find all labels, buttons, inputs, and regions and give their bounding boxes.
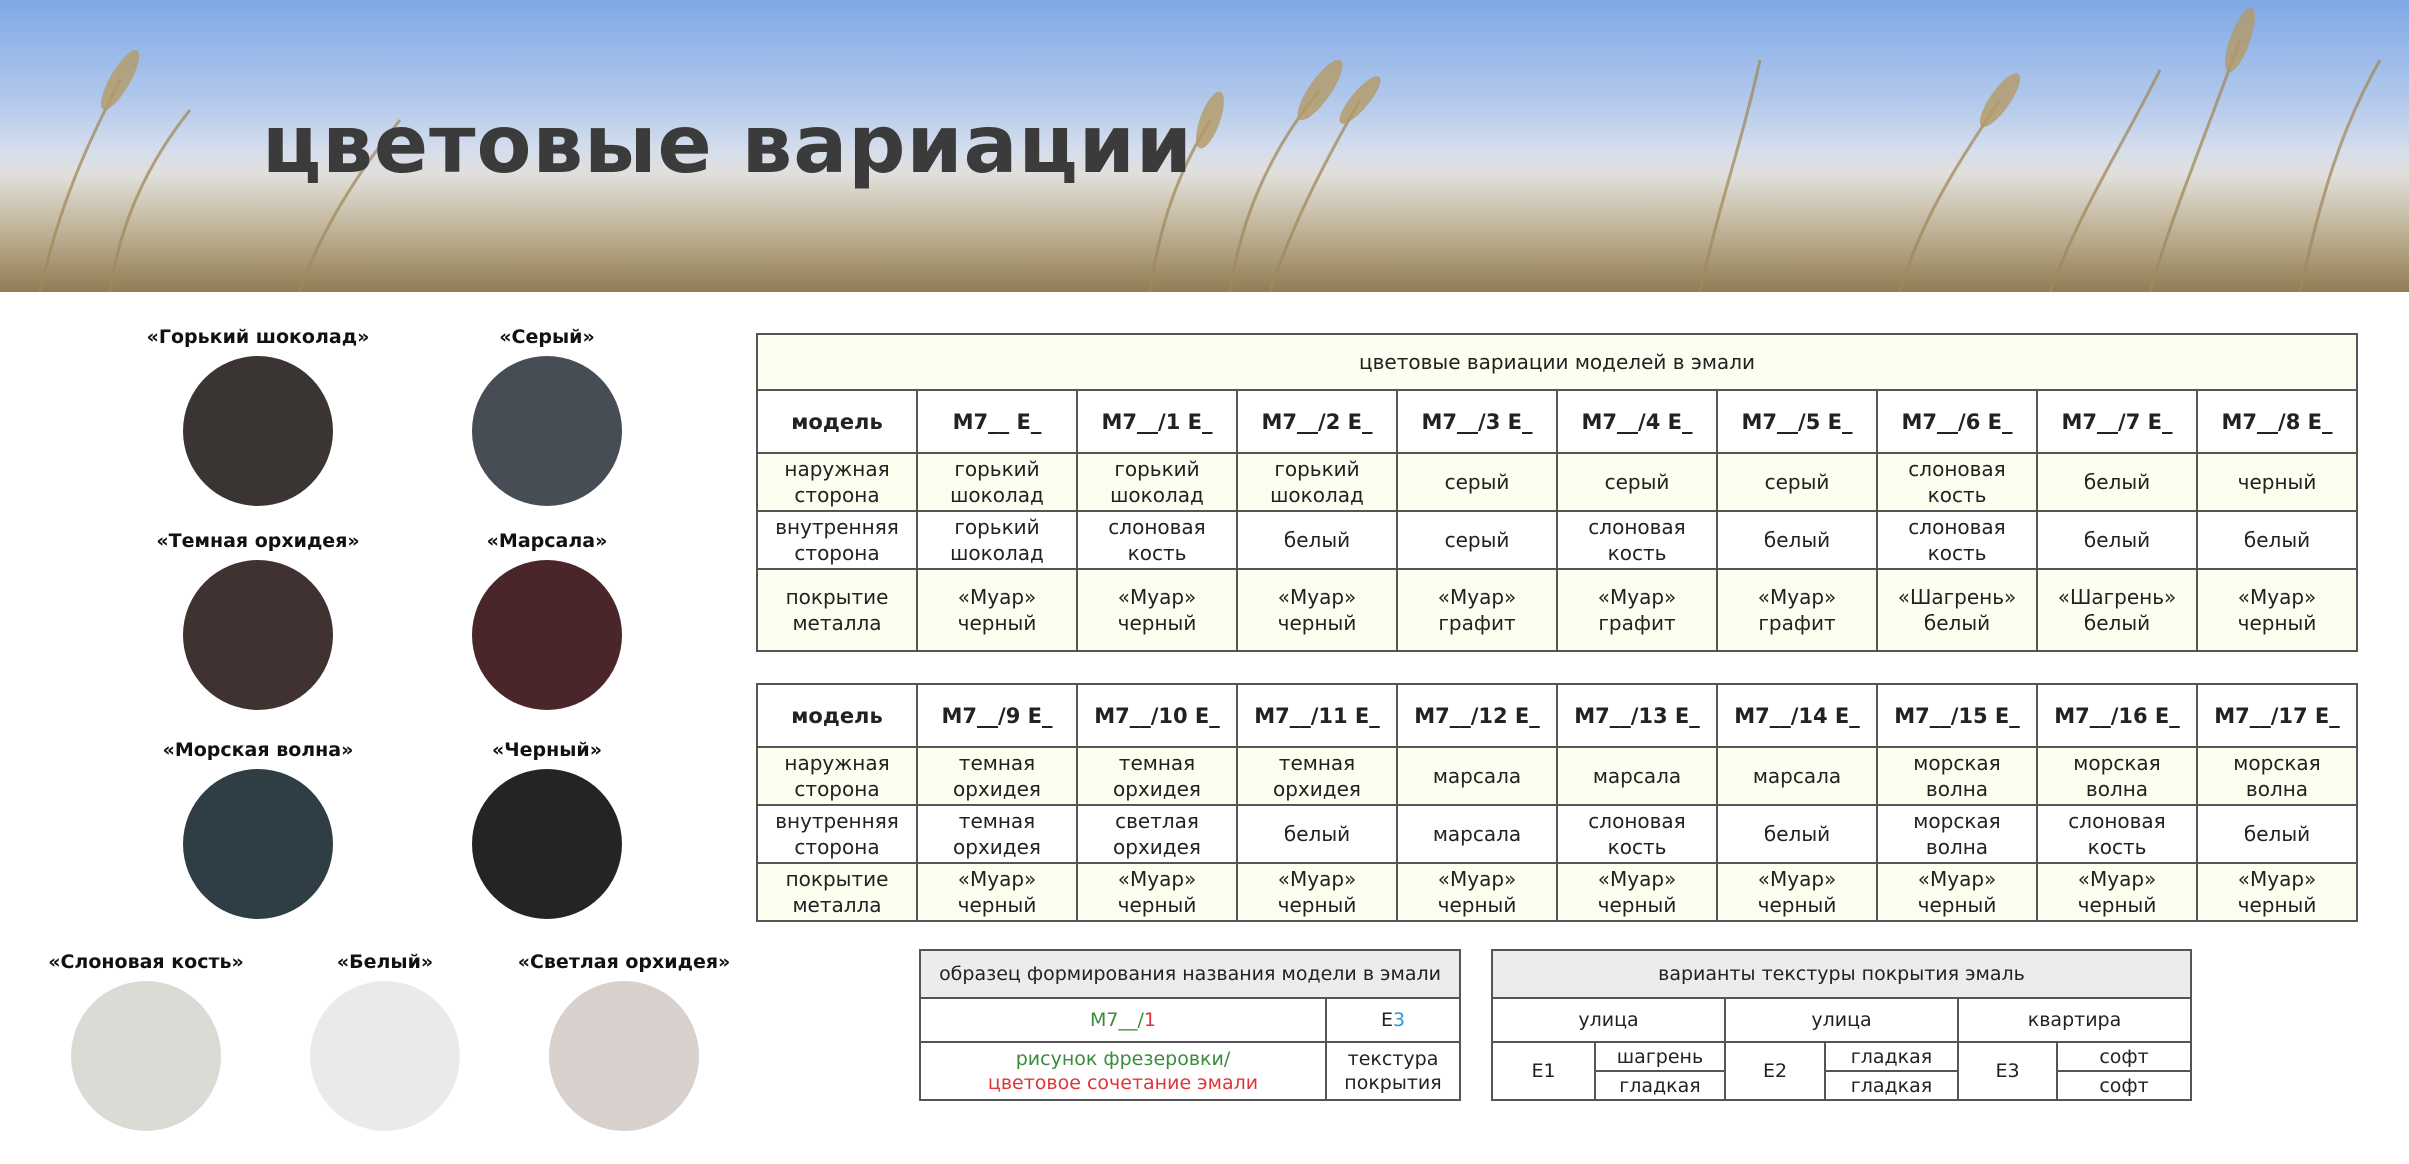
table-cell: «Шагрень» белый <box>2037 569 2197 651</box>
table-cell: слоновая кость <box>1557 511 1717 569</box>
table-cell: «Муар» черный <box>1397 863 1557 921</box>
model-code: M7__/7 E_ <box>2037 390 2197 453</box>
model-code: M7__/17 E_ <box>2197 684 2357 747</box>
table-cell: «Муар» черный <box>917 569 1077 651</box>
table-cell: марсала <box>1717 747 1877 805</box>
table-cell: марсала <box>1557 747 1717 805</box>
swatch-label: «Светлая орхидея» <box>517 951 731 973</box>
table-cell: слоновая кость <box>1877 511 2037 569</box>
table-cell: серый <box>1557 453 1717 511</box>
color-circle <box>183 769 333 919</box>
table-cell: морская волна <box>1877 805 2037 863</box>
table-cell: «Муар» черный <box>1717 863 1877 921</box>
swatch-label: «Белый» <box>336 951 434 973</box>
color-circle <box>472 560 622 710</box>
table-cell: белый <box>2197 805 2357 863</box>
swatch-label: «Марсала» <box>486 530 608 552</box>
table-cell: горький шоколад <box>1077 453 1237 511</box>
model-code: M7__/2 E_ <box>1237 390 1397 453</box>
model-code: M7__/1 E_ <box>1077 390 1237 453</box>
table-cell: белый <box>1237 805 1397 863</box>
milling-pattern-label: рисунок фрезеровки/ <box>1015 1048 1231 1070</box>
swatch-white <box>265 949 505 1131</box>
texture-place: улица <box>1725 998 1958 1042</box>
color-circle <box>71 981 221 1131</box>
swatch-label: «Горький шоколад» <box>146 326 370 348</box>
table-cell: «Муар» черный <box>1557 863 1717 921</box>
model-code: M7__/15 E_ <box>1877 684 2037 747</box>
table-cell: белый <box>2037 453 2197 511</box>
texture-option: гладкая <box>1825 1042 1958 1071</box>
row-header-inner-side: внутренняя сторона <box>757 805 917 863</box>
table-cell: морская волна <box>2197 747 2357 805</box>
table-cell: слоновая кость <box>1557 805 1717 863</box>
table-cell: темная орхидея <box>1237 747 1397 805</box>
swatch-sea-wave <box>138 737 378 919</box>
table-cell: «Муар» черный <box>1237 569 1397 651</box>
naming-code-cell <box>920 998 1326 1042</box>
color-variations-table-1 <box>756 333 2358 652</box>
naming-caption: образец формирования названия модели в эмали <box>920 950 1460 998</box>
color-circle <box>549 981 699 1131</box>
model-code: M7__/9 E_ <box>917 684 1077 747</box>
table-cell: серый <box>1397 511 1557 569</box>
model-code: M7__/3 E_ <box>1397 390 1557 453</box>
swatch-grey <box>427 324 667 506</box>
table-cell: «Муар» графит <box>1397 569 1557 651</box>
texture-option: гладкая <box>1825 1071 1958 1100</box>
table-cell: слоновая кость <box>1877 453 2037 511</box>
color-combination-label: цветовое сочетание эмали <box>987 1072 1259 1094</box>
row-header-inner-side: внутренняя сторона <box>757 511 917 569</box>
texture-code: E1 <box>1492 1042 1595 1100</box>
code-milling-part: M7__/ <box>1090 1009 1144 1031</box>
swatch-label: «Слоновая кость» <box>48 951 244 973</box>
table-cell: марсала <box>1397 805 1557 863</box>
table-cell: темная орхидея <box>917 747 1077 805</box>
table-cell: «Муар» графит <box>1557 569 1717 651</box>
table-cell: морская волна <box>1877 747 2037 805</box>
table-cell: «Шагрень» белый <box>1877 569 2037 651</box>
row-header-model: модель <box>757 390 917 453</box>
table-cell: светлая орхидея <box>1077 805 1237 863</box>
table-cell: «Муар» черный <box>1077 863 1237 921</box>
swatch-label: «Темная орхидея» <box>156 530 360 552</box>
table-cell: серый <box>1717 453 1877 511</box>
texture-options-table <box>1491 949 2192 1101</box>
suffix-letter: E <box>1380 1009 1393 1031</box>
table-cell: белый <box>2197 511 2357 569</box>
swatch-black <box>427 737 667 919</box>
texture-option: гладкая <box>1595 1071 1725 1100</box>
table-cell: горький шоколад <box>917 511 1077 569</box>
table-cell: «Муар» черный <box>2197 569 2357 651</box>
swatch-dark-orchid <box>138 528 378 710</box>
table-cell: «Муар» черный <box>1077 569 1237 651</box>
table-cell: слоновая кость <box>1077 511 1237 569</box>
color-variations-table-2 <box>756 683 2358 922</box>
color-circle <box>472 356 622 506</box>
swatch-bitter-chocolate <box>138 324 378 506</box>
header-banner <box>0 0 2409 292</box>
texture-code: E2 <box>1725 1042 1825 1100</box>
model-code: M7__ E_ <box>917 390 1077 453</box>
color-circle <box>183 356 333 506</box>
swatch-marsala <box>427 528 667 710</box>
color-circle <box>310 981 460 1131</box>
row-header-outer-side: наружная сторона <box>757 747 917 805</box>
texture-option: софт <box>2057 1071 2191 1100</box>
texture-option: софт <box>2057 1042 2191 1071</box>
model-code: M7__/11 E_ <box>1237 684 1397 747</box>
model-code: M7__/10 E_ <box>1077 684 1237 747</box>
table-cell: «Муар» черный <box>1237 863 1397 921</box>
swatch-light-orchid <box>504 949 744 1131</box>
texture-option: шагрень <box>1595 1042 1725 1071</box>
model-code: M7__/14 E_ <box>1717 684 1877 747</box>
table-cell: «Муар» черный <box>2037 863 2197 921</box>
texture-place: квартира <box>1958 998 2191 1042</box>
model-code: M7__/5 E_ <box>1717 390 1877 453</box>
table-cell: черный <box>2197 453 2357 511</box>
model-code: M7__/13 E_ <box>1557 684 1717 747</box>
table-caption: цветовые вариации моделей в эмали <box>757 334 2357 390</box>
row-header-model: модель <box>757 684 917 747</box>
table-cell: «Муар» черный <box>917 863 1077 921</box>
texture-caption: варианты текстуры покрытия эмаль <box>1492 950 2191 998</box>
model-code: M7__/12 E_ <box>1397 684 1557 747</box>
model-code: M7__/8 E_ <box>2197 390 2357 453</box>
model-code: M7__/4 E_ <box>1557 390 1717 453</box>
code-color-part: 1 <box>1143 1009 1156 1031</box>
color-circle <box>472 769 622 919</box>
row-header-outer-side: наружная сторона <box>757 453 917 511</box>
model-naming-example-table <box>919 949 1461 1101</box>
naming-description-cell <box>920 1042 1326 1100</box>
table-cell: горький шоколад <box>1237 453 1397 511</box>
color-circle <box>183 560 333 710</box>
table-cell: слоновая кость <box>2037 805 2197 863</box>
table-cell: марсала <box>1397 747 1557 805</box>
page-title: цветовые вариации <box>262 98 1193 191</box>
table-cell: белый <box>1717 805 1877 863</box>
table-cell: морская волна <box>2037 747 2197 805</box>
texture-place: улица <box>1492 998 1725 1042</box>
row-header-metal-coating: покрытие металла <box>757 569 917 651</box>
row-header-metal-coating: покрытие металла <box>757 863 917 921</box>
table-cell: белый <box>1237 511 1397 569</box>
model-code: M7__/16 E_ <box>2037 684 2197 747</box>
swatch-label: «Черный» <box>491 739 602 761</box>
table-cell: «Муар» графит <box>1717 569 1877 651</box>
table-cell: белый <box>2037 511 2197 569</box>
table-cell: «Муар» черный <box>1877 863 2037 921</box>
swatch-ivory <box>26 949 266 1131</box>
suffix-number: 3 <box>1392 1009 1406 1031</box>
swatch-label: «Серый» <box>499 326 595 348</box>
table-cell: серый <box>1397 453 1557 511</box>
table-cell: темная орхидея <box>1077 747 1237 805</box>
model-code: M7__/6 E_ <box>1877 390 2037 453</box>
naming-suffix-cell <box>1326 998 1460 1042</box>
table-cell: темная орхидея <box>917 805 1077 863</box>
table-cell: «Муар» черный <box>2197 863 2357 921</box>
swatch-label: «Морская волна» <box>162 739 354 761</box>
texture-label: текстура покрытия <box>1326 1042 1460 1100</box>
table-cell: горький шоколад <box>917 453 1077 511</box>
texture-code: E3 <box>1958 1042 2057 1100</box>
table-cell: белый <box>1717 511 1877 569</box>
